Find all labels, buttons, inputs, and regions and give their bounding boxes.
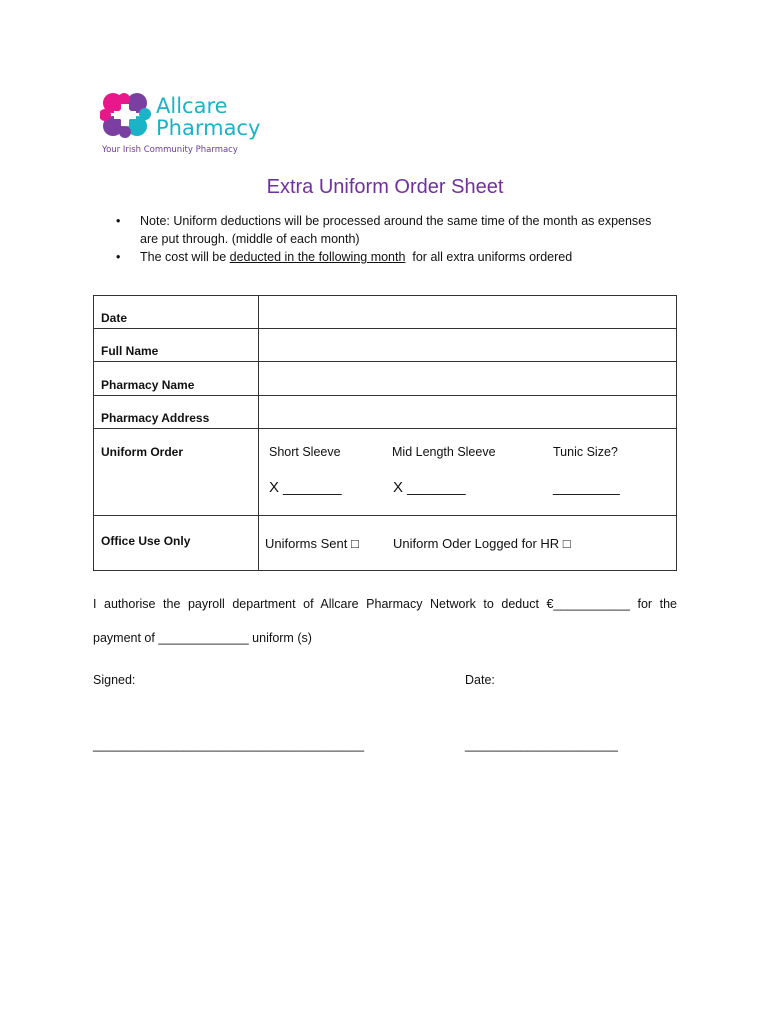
uniform-options (259, 429, 676, 515)
form-label-date: Date (94, 296, 259, 329)
form-row-pharmacy-address (94, 396, 677, 429)
uniform-order-cell (259, 429, 677, 516)
uniforms-sent-checkbox[interactable]: Uniforms Sent □ (265, 536, 359, 551)
option-mid-length-sleeve: Mid Length Sleeve (392, 445, 496, 459)
option-tunic-size: Tunic Size? (553, 445, 618, 459)
office-use-cell (259, 516, 677, 571)
date-field[interactable] (259, 296, 677, 329)
form-row-date (94, 296, 677, 329)
logo-tagline: Your Irish Community Pharmacy (102, 145, 238, 155)
allcare-pharmacy-logo (100, 92, 300, 162)
logo-name-line2: Pharmacy (156, 116, 261, 140)
note-item-deductions (116, 212, 686, 248)
date-label: Date: (465, 673, 495, 687)
form-label-office-use: Office Use Only (94, 516, 259, 571)
form-row-pharmacy-name (94, 362, 677, 396)
note-text-line2: are put through. (middle of each month) (140, 232, 360, 246)
authorisation-line2: payment of _____________ uniform (s) (93, 631, 312, 645)
note-text-after: for all extra uniforms ordered (405, 250, 573, 264)
date-line-field[interactable]: ______________________ (465, 738, 618, 752)
authorisation-line1: I authorise the payroll department of Allcare Pharmacy Network to deduct €___________ for the (93, 597, 677, 611)
notes-list (116, 212, 686, 266)
pharmacy-name-field[interactable] (259, 362, 677, 396)
logged-for-hr-checkbox[interactable]: Uniform Oder Logged for HR □ (393, 536, 571, 551)
bullet-icon: • (116, 214, 121, 228)
pharmacy-address-field[interactable] (259, 396, 677, 429)
signature-line-field[interactable]: _______________________________________ (93, 738, 365, 752)
logo-name (156, 95, 260, 139)
logo-cross-mark-icon (100, 92, 152, 138)
tunic-size-field[interactable]: ________ (553, 479, 620, 496)
form-label-pharmacy-name: Pharmacy Name (94, 362, 259, 396)
form-label-pharmacy-address: Pharmacy Address (94, 396, 259, 429)
office-use-items (259, 516, 676, 570)
page-title: Extra Uniform Order Sheet (266, 176, 504, 198)
order-form-table (93, 295, 677, 571)
option-short-sleeve: Short Sleeve (269, 445, 341, 459)
bullet-icon: • (116, 250, 121, 264)
note-item-cost (116, 248, 686, 266)
form-label-uniform-order: Uniform Order (94, 429, 259, 516)
full-name-field[interactable] (259, 329, 677, 362)
mid-length-sleeve-quantity-field[interactable]: X _______ (393, 479, 466, 496)
note-text-line1: Note: Uniform deductions will be processed around the same time of the month as expenses (140, 214, 652, 228)
form-row-office-use (94, 516, 677, 571)
logo-name-line1: Allcare (156, 94, 228, 118)
form-row-uniform-order (94, 429, 677, 516)
note-text-underlined: deducted in the following month (229, 250, 406, 264)
form-label-full-name: Full Name (94, 329, 259, 362)
note-text-before: The cost will be (140, 250, 230, 264)
signed-label: Signed: (93, 673, 136, 687)
form-row-full-name (94, 329, 677, 362)
short-sleeve-quantity-field[interactable]: X _______ (269, 479, 342, 496)
